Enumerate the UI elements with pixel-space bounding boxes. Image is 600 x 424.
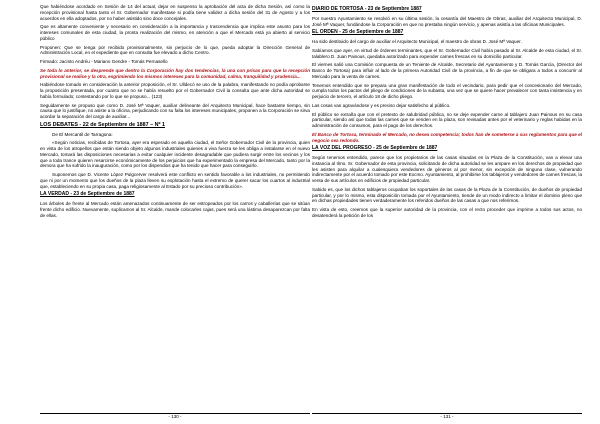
paragraph: Habiéndose tomado en consideración la anterior proposición, el Sr. Ulldecó se uso de la palabra, manifestando no podía aprobarse la proposición presentada, por cuanto que no se había resuelto por el Gobernador Civil la consulta que ante dicha autoridad se había formulado; contestando por lo que se propuso... (123): [40, 82, 310, 99]
paragraph: Proponen: Que se tenga por recibido provisionalmente, sin perjuicio de lo que, pueda adoptar la Dirección General de Administración Local, en el expediente que en consulta fue elevado a dicho Centro.: [40, 44, 310, 56]
paragraph: El viernes salió una Comisión compuesta de un Teniente de Alcalde, Secretario del Ayuntamiento y D. Tomás García, (Director del Banco de Tortosa) para influir al lado de la primera Autoridad Civil de la provincia, a fin de que se obligara a todos a concurrir al Mercado para la venta de carnes.: [312, 62, 582, 79]
paragraph: Por nuestro Ayuntamiento se resolvió en su última sesión, la cesantía del Maestro de Obras, auxiliar del Arquitecto Municipal, D. José Mª Vaquer, fundándose la Corporación en que no prestaba ningún servicio, y apenas asistía a las oficinas Municipales.: [312, 15, 582, 27]
paragraph: Ha sido destituido del cargo de auxiliar el Arquitecto Municipal, el maestro de obras D. José Mª Vaquer.: [312, 39, 522, 44]
page-number-right: - 131 -: [312, 413, 582, 420]
paragraph: Los árboles de frente al Mercado están amenazados continuamente de ser estropeados por los carros y caballerías que se sitúan frente dicho edificio. Nuevamente, suplicamos al Sr. Alcalde, mande colocarles cajas, pues será una lástima desaparezcan por falta de ellas.: [40, 201, 310, 218]
paragraph: Que es altamente conveniente y necesario en consideración a la importancia y trascendencia que implica este asunto para los intereses comunales de esta ciudad, la pronta realización del mismo, en atención a que el Mercado está ya abierto al servicio público: [40, 24, 310, 41]
left-column: [40, 4, 310, 221]
source-line: De El Mercantil de Tarragona:: [52, 131, 113, 137]
paragraph: Según tenemos entendido, parece que los propietarios de las casas situadas en la Plaza de la Constitución, van a elevar una instancia al Ilmo. Sr. Gobernador de esta provincia, solicitando de dicha autoridad se les ampare en los derechos de propiedad que les asisten para alquilar a cualesquiera vendedores de géneros al por menor, sin excepción de ninguna clase, vulnerando indirectamente por el acuerdo tomado por este Excmo. Ayuntamiento, al prohibirse los tablajeros y vendedores de carnes frescas, la venta de sus artículos en edificios de propiedad particular.: [312, 155, 582, 183]
editorial-comment: Se toda lo anterior, se desprende que dentro la Corporación hay dos tendencias, la una con prisas para que la recepción provisional se realice y la otra, esgrimiendo los mismos intereses para la comunidad, calma, tranquilidad y prudencia...: [40, 67, 310, 79]
section-heading: LA VOZ DEL PROGRESO - 25 de Septiembre de 1887: [312, 145, 438, 152]
paragraph: Seguidamente se propuso que como D. José Mª Vaquer, auxiliar delineante del Arquitecto Municipal, hace bastante tiempo, sin causa que lo justifique, no asiste a la oficina, perjudicando con su falta los intereses municipales, proponen a la Corporación se sirva acordar la separación del cargo de auxiliar...: [40, 102, 310, 119]
paragraph: Que habiéndose acordado en Sesión de 14 del actual, dejar en suspenso la aprobación del acta de dicha Sesión, así como la recepción provisional hasta tanto el Sr. Gobernador manifestase si podía tiene validez a dicha sesión del 31 de Agosto y a los acuerdos en ella adoptados, por no haber asistido sino doce concejales.: [40, 4, 310, 21]
paragraph: En vista de esto, creemos que la superior autoridad de la provincia, con el recto proceder que imprime a todos sus actos, no desatenderá la petición de los: [312, 207, 582, 218]
paragraph: Las cosas van agravándose y es preciso dejar satisfecho al público.: [312, 102, 451, 108]
right-column: [312, 4, 582, 222]
paragraph: Sabíamos que ayer, en virtud de órdenes terminantes, que el Sr. Gobernador Civil había pasado al Sr. Alcalde de esta ciudad, el Sr. talablero D. Juan Painous, quedaba autorizado para expender carnes frescas en su domicilio particular.: [312, 47, 582, 59]
paragraph: Sabido es, que los dichos tablajeros ocupaban los soportales de las casas de la Plaza de la Constitución, de dueños de propiedad particular, y por lo mismo, esta disposición tomada por el Ayuntamiento, tiende de un modo indirecto a limitar el dominio pleno que en dichas propiedades tienen verdaderamente los referidos dueños de las casas a que nos referimos.: [312, 186, 582, 204]
editorial-comment: El Banco de Tortosa, terminado el Mercado, no desea competencia; todos han de someterse a sus reglamentos para que el negocio sea redondo.: [312, 131, 582, 143]
section-heading: DIARIO DE TORTOSA - 23 de Septiembre 1887: [312, 6, 422, 12]
paragraph: «Según noticias, recibidas de Tortosa, ayer era esperado en aquella ciudad, el Señor Gobernador Civil de la provincia, quien en vista de los atropellos que están siendo objeto algunos industriales quienes a viva fuerza se les obliga a instalarse en el nuevo Mercado, tomará las disposiciones necesarias a evitar cualquier incidente desagradable que pudiera surgir entre los vecinos y los que a toda trance quieren resarcirse económicamente de los perjuicios que ha experimentado la empresa del Mercado, tanto por la demora que ha sufrido la inauguración, como por los dispendios que ha tenido que hacer para conseguirlo.: [40, 140, 310, 169]
section-heading: LA VERDAD - 23 de Septiembre de 1887: [40, 191, 135, 198]
signature-line: Firmado: Jacinto Andréu - Mariano Gendre - Tomás Pernasello: [40, 59, 168, 64]
section-heading: LOS DEBATES - 22 de Septiembre de 1887 – Nº 1: [40, 121, 165, 128]
page-number-left: - 130 -: [40, 413, 310, 420]
paragraph: Tenemos entendido que se prepara una gran manifestación de todo el vecindario, para pedir que el concesionario del Mercado, cumpla todos los pactos del pliego de condiciones de la subasta, una vez que se quiere hacer prevalecer con tanta insistencia y en perjuicio de tercero, el artículo 18 de dicho pliego.: [312, 82, 582, 99]
section-heading: EL ORDEN - 25 de Septiembre de 1887: [312, 29, 404, 36]
paragraph: El público se extraña que con el pretexto de salubridad pública, no se deje expender carne al tablajero Juan Painous en su casa particular, siendo así que todas las carnes que se venden en la plaza, son revisadas antes por el veterinario y reglas habidas en la administración de consumos, para el pago de los derechos.: [312, 111, 582, 128]
paragraph: Suponemos que D. Vicente López Pulgcerver resolverá este conflicto en sentido favorable a los industriales, no permitiendo que ni por un momento que los dueños de la plaza lleven su explotación hasta el extremo de querer sacar los cuartos al industrial que, estableciendo en su propia casa, paga religiosamente al Estado por su precioso contribución».: [40, 172, 310, 189]
